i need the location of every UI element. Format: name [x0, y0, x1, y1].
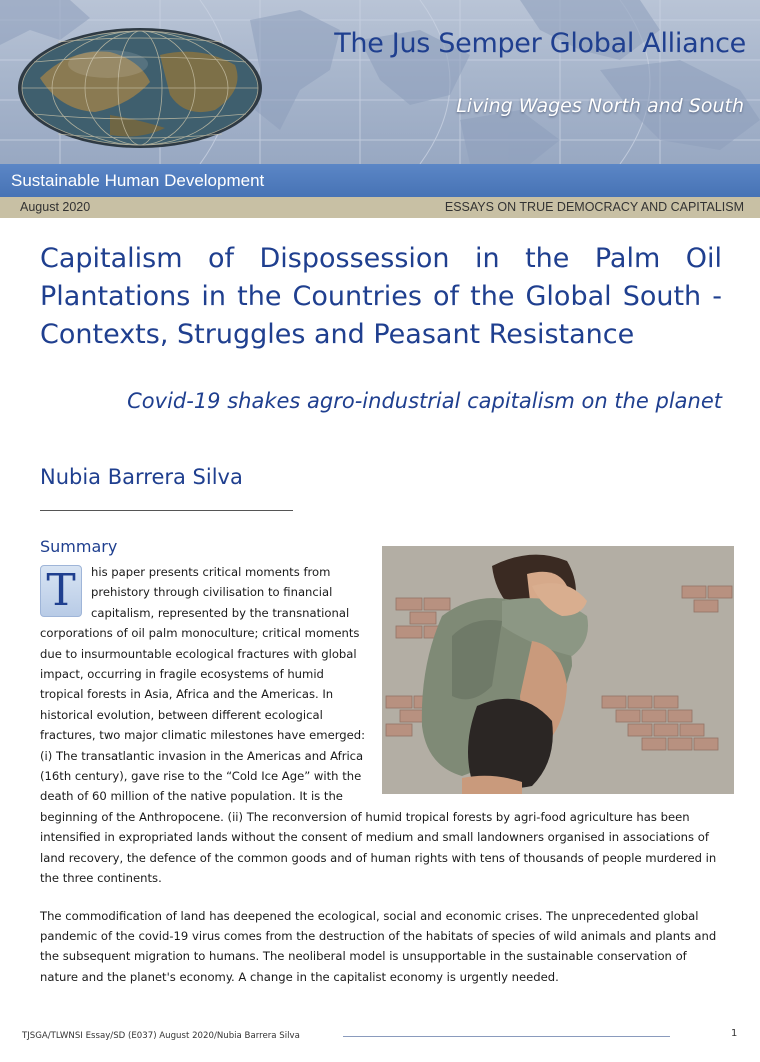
series-label: ESSAYS ON TRUE DEMOCRACY AND CAPITALISM	[444, 200, 744, 214]
author-name: Nubia Barrera Silva	[40, 465, 243, 489]
article-body	[40, 562, 728, 987]
page-number: 1	[731, 1028, 738, 1039]
author-divider	[40, 510, 293, 511]
date-bar	[0, 197, 760, 218]
article-title: Capitalism of Dispossession in the Palm Oil Plantations in the Countries of the Global South - Contexts, Struggles and Peasant Resistance	[40, 243, 722, 350]
organization-title: The Jus Semper Global Alliance	[334, 28, 746, 59]
summary-paragraph-2: The commodification of land has deepened the ecological, social and economic crises. The unprecedented global pandemic of the covid-19 virus comes from the destruction of the habitats of species of wild animals and plants and the subsequent migration to humans. The neoliberal model is unsupportable in the sustainable conservation of nature and the planet's economy. A change in the capitalist economy is urgently needed.	[40, 908, 717, 984]
header-banner	[0, 0, 760, 164]
world-map-background	[0, 0, 760, 164]
section-label: Sustainable Human Development	[11, 171, 265, 190]
article-subtitle: Covid-19 shakes agro-industrial capitalism on the planet	[127, 389, 722, 413]
organization-tagline: Living Wages North and South	[456, 95, 744, 117]
footer-citation: TJSGA/TLWNSI Essay/SD (E037) August 2020/Nubia Barrera Silva	[22, 1031, 300, 1041]
summary-heading: Summary	[40, 537, 118, 556]
issue-date: August 2020	[20, 200, 91, 214]
section-bar	[0, 164, 760, 197]
drop-cap: T	[40, 565, 82, 617]
globe-logo	[18, 28, 262, 148]
footer-divider	[343, 1036, 670, 1037]
summary-paragraph-1: his paper presents critical moments from prehistory through civilisation to financial capitalism, represented by the transnational corporations of oil palm monoculture; critical moments due to insurmountable ecological fractures with global impact, occurring in fragile ecosystems of humid tropical forests in Asia, Africa and the Americas. In historical evolution, between different ecological fractures, two major climatic milestones have emerged: (i) The transatlantic invasion in the Americas and Africa (16th century), gave rise to the “Cold Ice Age” with the death of 60 million of the native population. It is the beginning of the Anthropocene. (ii) The reconversion of humid tropical forests by agri-food agriculture has been intensified in expropriated lands without the consent of medium and small landowners organised in associations of land recovery, the defence of the common goods and of human rights with tens of thousands of people murdered in the three continents.	[40, 565, 717, 886]
illustration-image	[382, 546, 734, 794]
